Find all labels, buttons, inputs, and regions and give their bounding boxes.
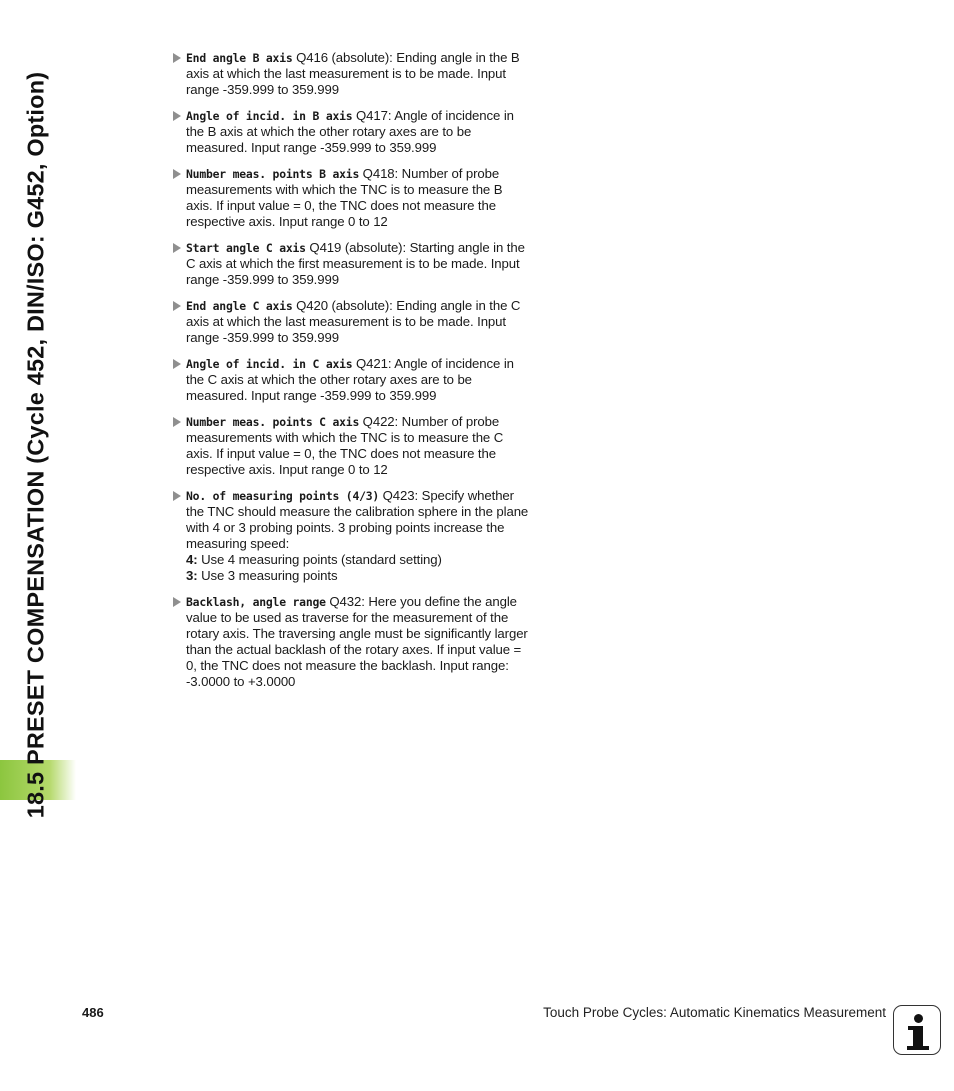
param-description: Q422: Number of probe measurements with which the TNC is to measure the C axis. If input value = 0, the TNC does not measure the respective axis. Input range 0 to 12	[186, 414, 504, 477]
param-item	[172, 166, 532, 230]
param-option	[186, 568, 532, 584]
param-description: Q423: Specify whether the TNC should measure the calibration sphere in the plane with 4 or 3 probing points. 3 probing points increase the measuring speed:	[186, 488, 529, 551]
param-name: End angle C axis	[186, 299, 293, 313]
triangle-right-icon	[173, 243, 181, 253]
param-name: End angle B axis	[186, 51, 293, 65]
param-description: Q432: Here you define the angle value to be used as traverse for the measurement of the rotary axis. The traversing angle must be significantly larger than the actual backlash of the rotary axes. If input value = 0, the TNC does not measure the backlash. Input range: -3.0000 to +3.0000	[186, 594, 528, 689]
section-title: 18.5 PRESET COMPENSATION (Cycle 452, DIN/ISO: G452, Option)	[22, 71, 49, 819]
footer-title: Touch Probe Cycles: Automatic Kinematics Measurement	[543, 1005, 886, 1020]
option-key: 4:	[186, 552, 198, 567]
param-item	[172, 240, 532, 288]
param-name: Start angle C axis	[186, 241, 306, 255]
param-item	[172, 414, 532, 478]
triangle-right-icon	[173, 301, 181, 311]
page-number: 486	[82, 1005, 104, 1020]
param-item	[172, 488, 532, 584]
info-icon-dot	[914, 1014, 923, 1023]
info-icon[interactable]	[893, 1005, 941, 1055]
param-name: Number meas. points B axis	[186, 167, 360, 181]
param-name: No. of measuring points (4/3)	[186, 489, 380, 503]
option-text: Use 3 measuring points	[197, 568, 338, 583]
triangle-right-icon	[173, 111, 181, 121]
param-description: Q420 (absolute): Ending angle in the C axis at which the last measurement is to be made. Input range -359.999 to 359.999	[186, 298, 521, 345]
option-key: 3:	[186, 568, 198, 583]
param-description: Q419 (absolute): Starting angle in the C axis at which the first measurement is to be made. Input range -359.999 to 359.999	[186, 240, 525, 287]
param-item	[172, 50, 532, 98]
param-description: Q416 (absolute): Ending angle in the B axis at which the last measurement is to be made. Input range -359.999 to 359.999	[186, 50, 520, 97]
triangle-right-icon	[173, 417, 181, 427]
param-description: Q417: Angle of incidence in the B axis at which the other rotary axes are to be measured. Input range -359.999 to 359.999	[186, 108, 514, 155]
triangle-right-icon	[173, 359, 181, 369]
param-item	[172, 594, 532, 690]
parameter-list	[172, 50, 532, 700]
option-text: Use 4 measuring points (standard setting)	[197, 552, 442, 567]
param-description: Q418: Number of probe measurements with which the TNC is to measure the B axis. If input value = 0, the TNC does not measure the respective axis. Input range 0 to 12	[186, 166, 503, 229]
triangle-right-icon	[173, 597, 181, 607]
param-item	[172, 108, 532, 156]
chapter-sidebar	[16, 30, 56, 860]
param-description: Q421: Angle of incidence in the C axis at which the other rotary axes are to be measured. Input range -359.999 to 359.999	[186, 356, 514, 403]
info-icon-stem	[913, 1026, 923, 1048]
triangle-right-icon	[173, 491, 181, 501]
param-name: Angle of incid. in B axis	[186, 109, 353, 123]
param-name: Backlash, angle range	[186, 595, 326, 609]
param-name: Angle of incid. in C axis	[186, 357, 353, 371]
param-item	[172, 298, 532, 346]
triangle-right-icon	[173, 53, 181, 63]
param-option	[186, 552, 532, 568]
info-icon-base	[907, 1046, 929, 1050]
param-name: Number meas. points C axis	[186, 415, 360, 429]
triangle-right-icon	[173, 169, 181, 179]
param-item	[172, 356, 532, 404]
